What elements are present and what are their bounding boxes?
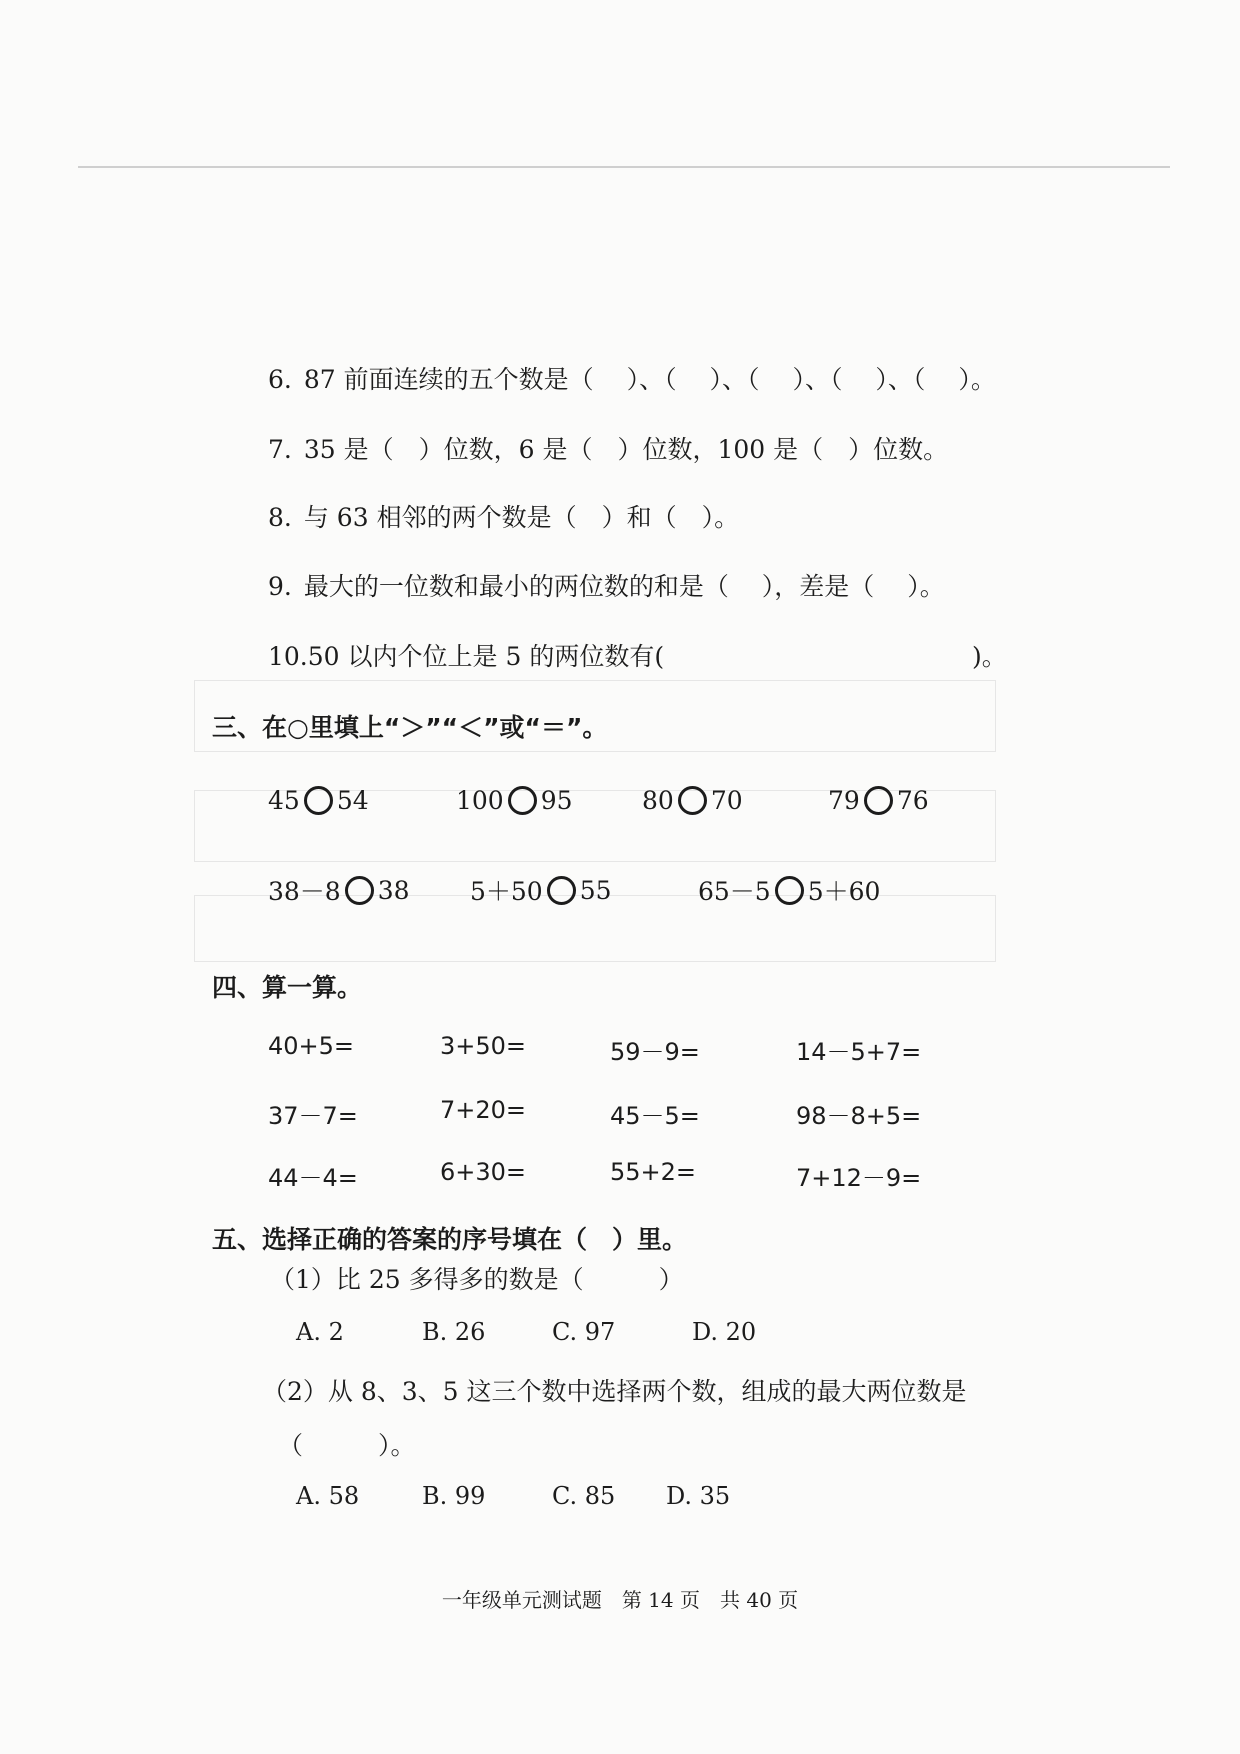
compare-item bbox=[828, 786, 929, 815]
calc-item: 44－4= bbox=[268, 1164, 358, 1192]
section-5-title: 五、选择正确的答案的序号填在（ ）里。 bbox=[212, 1225, 688, 1254]
calc-item: 55+2= bbox=[610, 1158, 697, 1186]
question-text: 与 63 相邻的两个数是（ ）和（ ）。 bbox=[303, 503, 740, 532]
section-3-title: 三、在○里填上“＞”“＜”或“＝”。 bbox=[212, 713, 608, 742]
choice-question-1: （1）比 25 多得多的数是（ ） bbox=[270, 1265, 684, 1294]
compare-left: 80 bbox=[642, 786, 674, 815]
compare-circle[interactable] bbox=[304, 786, 333, 815]
choice-option[interactable]: A. 58 bbox=[296, 1482, 360, 1510]
compare-circle[interactable] bbox=[775, 876, 804, 905]
compare-item bbox=[456, 786, 573, 815]
section-4-title: 四、算一算。 bbox=[212, 973, 363, 1002]
compare-item bbox=[642, 786, 743, 815]
compare-left: 45 bbox=[268, 786, 300, 815]
choice-option[interactable]: C. 85 bbox=[552, 1482, 616, 1510]
compare-item bbox=[268, 872, 410, 908]
compare-right: 95 bbox=[540, 786, 573, 815]
question-7 bbox=[268, 430, 948, 466]
calc-item: 45－5= bbox=[610, 1102, 700, 1130]
compare-item bbox=[470, 872, 612, 908]
calc-item: 3+50= bbox=[440, 1032, 527, 1060]
compare-right: 76 bbox=[896, 786, 929, 815]
compare-left: 79 bbox=[828, 786, 860, 815]
page-footer: 一年级单元测试题 第 14 页 共 40 页 bbox=[441, 1588, 799, 1612]
question-number: 8. bbox=[268, 503, 292, 532]
compare-right: 5＋60 bbox=[807, 877, 881, 906]
compare-right: 70 bbox=[710, 786, 743, 815]
calc-item: 40+5= bbox=[268, 1032, 355, 1060]
compare-item bbox=[698, 872, 880, 908]
compare-left: 5＋50 bbox=[470, 877, 543, 906]
choice-option[interactable]: A. 2 bbox=[296, 1318, 344, 1346]
question-text: 50 以内个位上是 5 的两位数有( )。 bbox=[307, 642, 1007, 671]
question-number: 7. bbox=[268, 435, 292, 464]
compare-left: 38－8 bbox=[268, 877, 341, 906]
choice-option[interactable]: B. 26 bbox=[422, 1318, 486, 1346]
question-number: 10. bbox=[268, 642, 308, 671]
compare-left: 100 bbox=[456, 786, 504, 815]
question-number: 9. bbox=[268, 572, 292, 601]
compare-circle[interactable] bbox=[864, 786, 893, 815]
choice-option[interactable]: C. 97 bbox=[552, 1318, 616, 1346]
choice-option[interactable]: D. 20 bbox=[692, 1318, 757, 1346]
compare-right: 55 bbox=[579, 875, 612, 905]
question-text: 87 前面连续的五个数是（ ）、（ ）、（ ）、（ ）、（ ）。 bbox=[303, 365, 996, 394]
calc-item: 7+20= bbox=[440, 1096, 527, 1124]
compare-right: 54 bbox=[336, 786, 369, 815]
calc-item: 37－7= bbox=[268, 1102, 358, 1130]
question-6 bbox=[268, 360, 996, 396]
choice-question-2: （2）从 8、3、5 这三个数中选择两个数，组成的最大两位数是 bbox=[262, 1377, 967, 1406]
question-text: 35 是（ ）位数，6 是（ ）位数，100 是（ ）位数。 bbox=[303, 435, 949, 464]
choice-option[interactable]: D. 35 bbox=[666, 1482, 731, 1510]
compare-circle[interactable] bbox=[547, 876, 576, 905]
compare-circle[interactable] bbox=[345, 876, 374, 905]
calc-item: 6+30= bbox=[440, 1158, 527, 1186]
calc-item: 59－9= bbox=[610, 1038, 700, 1066]
calc-item: 14－5+7= bbox=[796, 1038, 922, 1066]
calc-item: 7+12－9= bbox=[796, 1164, 922, 1192]
question-number: 6. bbox=[268, 365, 292, 394]
question-10 bbox=[268, 637, 1007, 673]
choice-option[interactable]: B. 99 bbox=[422, 1482, 486, 1510]
compare-left: 65－5 bbox=[698, 877, 771, 906]
top-rule bbox=[78, 166, 1170, 168]
compare-circle[interactable] bbox=[508, 786, 537, 815]
compare-circle[interactable] bbox=[678, 786, 707, 815]
question-8 bbox=[268, 498, 739, 534]
compare-item bbox=[268, 786, 369, 815]
question-text: 最大的一位数和最小的两位数的和是（ ），差是（ ）。 bbox=[303, 572, 945, 601]
choice-question-2-blank: （ ）。 bbox=[278, 1431, 416, 1460]
question-9 bbox=[268, 567, 945, 603]
calc-item: 98－8+5= bbox=[796, 1102, 922, 1130]
compare-right: 38 bbox=[377, 875, 410, 905]
